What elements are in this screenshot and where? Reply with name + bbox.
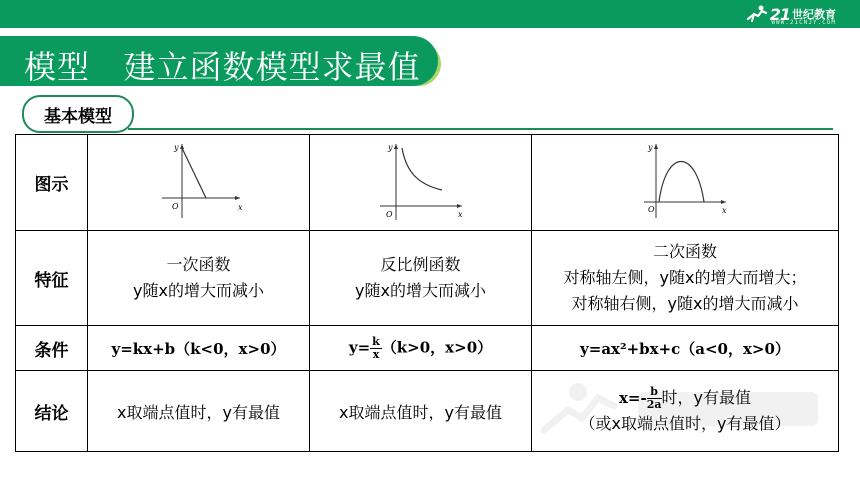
fraction-denominator: 2a <box>646 398 662 411</box>
axis-x-label: x <box>237 202 243 212</box>
quadratic-name: 二次函数 <box>652 242 717 261</box>
inverse-conclusion: x取端点值时，y有最值 <box>310 371 532 452</box>
site-logo <box>746 3 836 25</box>
row-header-feature: 特征 <box>16 231 88 326</box>
section-underline <box>128 128 833 130</box>
fraction-denominator: x <box>372 347 380 361</box>
inverse-name: 反比例函数 <box>380 255 461 274</box>
inverse-fraction <box>370 336 382 361</box>
row-header-figure: 图示 <box>16 135 88 231</box>
banner-title: 模型 建立函数模型求最值 <box>24 48 421 86</box>
quadratic-graph-cell <box>532 135 839 231</box>
linear-graph <box>154 140 244 222</box>
fraction-numerator: b <box>647 386 662 399</box>
inverse-condition-cell <box>310 326 532 371</box>
quadratic-feature-right: 对称轴右侧，y随x的增大而减小 <box>571 294 799 313</box>
axis-y-label: y <box>648 142 653 152</box>
origin-label: O <box>171 201 179 211</box>
table-row-figure <box>16 135 839 231</box>
quadratic-graph <box>640 140 730 222</box>
quadratic-feature-left: 对称轴左侧，y随x的增大而增大； <box>563 268 807 287</box>
quadratic-fraction <box>647 386 662 411</box>
axis-y-label: y <box>387 142 393 152</box>
quadratic-conclusion-main <box>532 385 838 411</box>
model-table <box>15 134 839 452</box>
linear-conclusion: x取端点值时，y有最值 <box>88 371 310 452</box>
quadratic-condition: y=ax²+bx+c（a<0，x>0） <box>532 326 839 371</box>
table-row-condition <box>16 326 839 371</box>
logo-number: 21 <box>769 4 790 24</box>
linear-graph-cell <box>88 135 310 231</box>
linear-feature-cell <box>88 231 310 326</box>
quadratic-conclusion-note: （或x取端点值时，y有最值） <box>579 414 791 433</box>
quadratic-conclusion-cell <box>532 371 839 452</box>
inverse-graph <box>376 140 466 222</box>
axis-y-label: y <box>173 142 179 152</box>
top-bar <box>0 0 860 28</box>
inverse-condition-suffix: （k>0，x>0） <box>381 338 493 356</box>
quadratic-conclusion-prefix: x=- <box>618 389 647 407</box>
linear-feature: y随x的增大而减小 <box>133 281 264 300</box>
origin-label: O <box>385 209 393 219</box>
inverse-feature: y随x的增大而减小 <box>355 281 486 300</box>
quadratic-feature-cell <box>532 231 839 326</box>
section-label: 基本模型 <box>22 95 134 133</box>
runner-logo-icon <box>746 5 768 23</box>
table-row-conclusion <box>16 371 839 452</box>
linear-name: 一次函数 <box>166 255 231 274</box>
fraction-numerator: k <box>372 334 380 348</box>
linear-condition: y=kx+b（k<0，x>0） <box>88 326 310 371</box>
inverse-condition-prefix: y= <box>348 338 371 356</box>
quadratic-conclusion-suffix: 时，y有最值 <box>661 388 751 407</box>
row-header-conclusion: 结论 <box>16 371 88 452</box>
inverse-feature-cell <box>310 231 532 326</box>
inverse-graph-cell <box>310 135 532 231</box>
logo-text: 世纪教育 <box>792 8 836 21</box>
axis-x-label: x <box>457 209 463 219</box>
row-header-condition: 条件 <box>16 326 88 371</box>
axis-x-label: x <box>722 205 727 215</box>
logo-url: WWW.21CNJY.COM <box>771 19 836 26</box>
origin-label: O <box>648 204 655 214</box>
table-row-feature <box>16 231 839 326</box>
